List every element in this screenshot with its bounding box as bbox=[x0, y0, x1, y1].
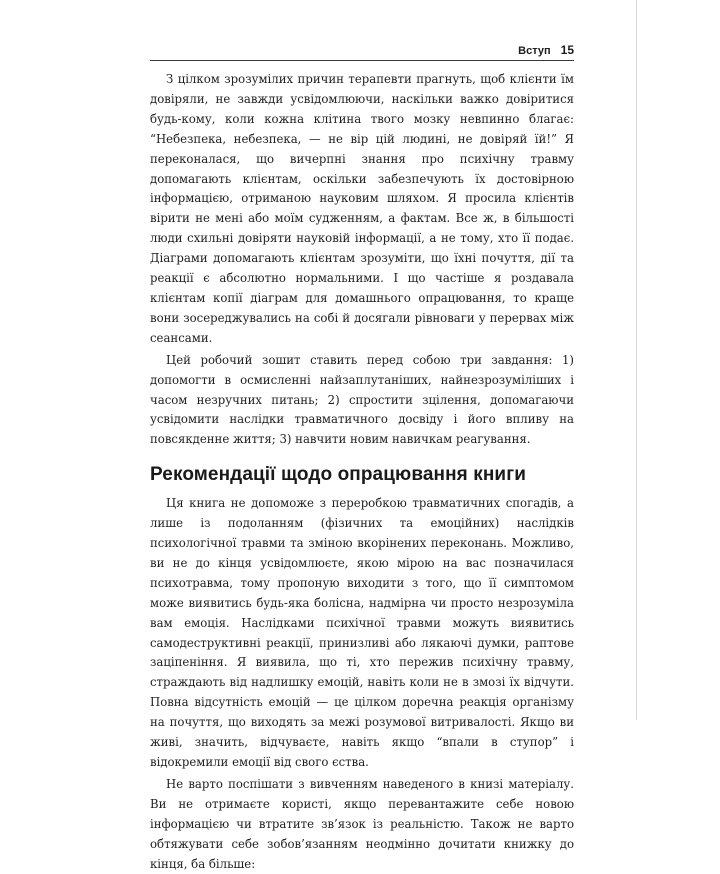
section-title: Вступ bbox=[518, 45, 551, 57]
section-heading: Рекомендації щодо опрацювання книги bbox=[150, 464, 527, 486]
page-number: 15 bbox=[560, 43, 574, 57]
page-body bbox=[150, 70, 574, 874]
running-header bbox=[150, 41, 574, 59]
paragraph-book-limits: Ця книга не допоможе з переробкою травматичних спогадів, а лише із подоланням (фізичних та емоційних) наслідків психологічної травми та зміною вкорінених переконань. Можливо, ви не до кінця усвідомлюєте, якою мірою на вас позначилася психотравма, тому пропоную виходити з того, що її симптомом може виявитись будь-яка болісна, надмірна чи просто незрозуміла вам емоція. Наслідками психічної травми можуть виявитись самодеструктивні реакції, принизливі або лякаючі думки, раптове заціпеніння. Я виявила, що ті, хто пережив психічну травму, страждають від надлишку емоцій, навіть коли не в змозі їх відчути. Повна відсутність емоцій — це цілком доречна реакція організму на почуття, що виходять за межі розумової витривалості. Якщо ви живі, значить, відчуваєте, навіть якщо “впали в ступор” і відокремили емоції від свого єства. bbox=[150, 496, 574, 769]
paragraph-workbook-goals: Цей робочий зошит ставить перед собою три завдання: 1) допомогти в осмисленні найзаплутаніших, найнезрозуміліших і часом незручних питань; 2) спростити зцілення, допомагаючи усвідомити наслідки травматичного досвіду і його впливу на повсякденне життя; 3) навчити новим навичкам реагування. bbox=[150, 352, 574, 447]
paragraph-pace-advice: Не варто поспішати з вивченням наведеного в книзі матеріалу. Ви не отримаєте користі, якщо перевантажите себе новою інформацією чи втратите зв’язок із реальністю. Також не варто обтяжувати себе зобов’язанням неодмінно дочитати книжку до кінця, ба більше: bbox=[150, 776, 574, 871]
header-rule bbox=[150, 60, 574, 61]
page-edge-divider bbox=[636, 0, 637, 720]
paragraph-trust: З цілком зрозумілих причин терапевти прагнуть, щоб клієнти їм довіряли, не завжди усвідомлюючи, наскільки важко довіритися будь-кому, коли кожна клітина твого мозку невпинно благає: “Небезпека, небезпека, — не вір цій людині, не довіряй їй!” Я переконалася, що вичерпні знання про психічну травму допомагають клієнтам, оскільки забезпечують їх достовірною інформацією, отриманою науковим шляхом. Я просила клієнтів вірити не мені або моїм судженням, а фактам. Все ж, в більшості люди схильні довіряти науковій інформації, а не тому, хто її подає. Діаграми допомагають клієнтам зрозуміти, що їхні почуття, дії та реакції є абсолютно нормальними. І що частіше я роздавала клієнтам копії діаграм для домашнього опрацювання, то краще вони зосереджувались на собі й досягали рівноваги у перервах між сеансами. bbox=[150, 72, 574, 345]
